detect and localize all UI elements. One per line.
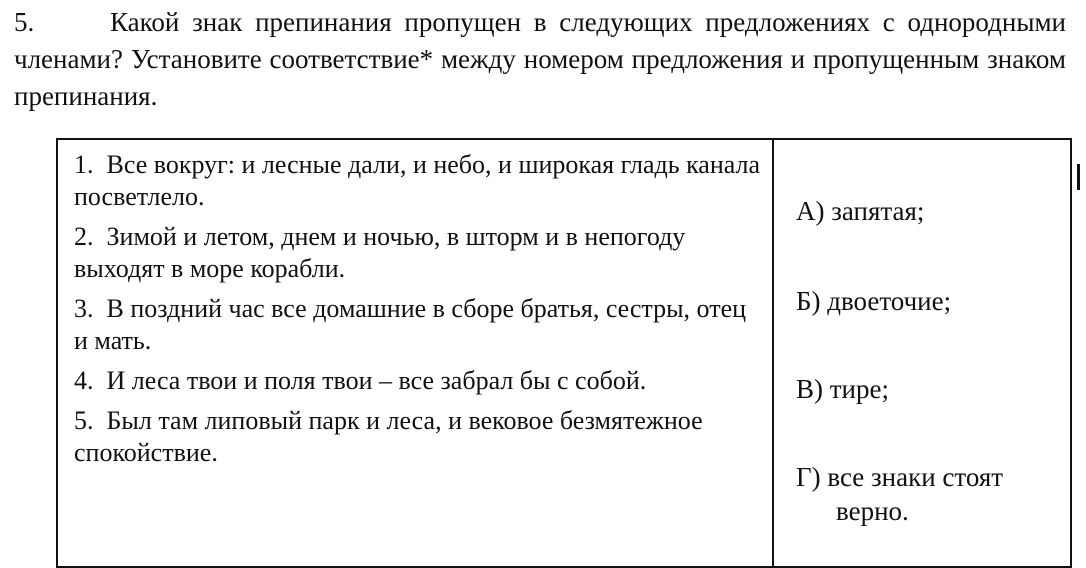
question-text [14, 4, 1066, 115]
sentence-item [74, 149, 762, 213]
option-a: А) запятая; [796, 196, 925, 226]
sentence-number: 5. [74, 406, 94, 435]
sentence-item [74, 365, 762, 397]
sentences-column [58, 140, 774, 566]
sentence-item [74, 293, 762, 357]
sentence-number: 3. [74, 294, 94, 323]
text-cursor [1077, 164, 1080, 190]
sentence-text: В поздний час все домашние в сборе братья, сестры, отец и мать. [74, 294, 747, 355]
option-g [796, 460, 1003, 528]
sentence-text: Все вокруг: и лесные дали, и небо, и широкая гладь канала посветлело. [74, 150, 761, 211]
question-number: 5. [14, 7, 35, 37]
sentence-text: Зимой и летом, днем и ночью, в шторм и в непогоду выходят в море корабли. [74, 222, 686, 283]
matching-table [56, 138, 1072, 568]
sentence-text: И леса твои и поля твои – все забрал бы с собой. [106, 366, 647, 395]
options-column [774, 140, 1070, 566]
option-v: В) тире; [796, 374, 889, 404]
sentence-item [74, 405, 762, 469]
option-g-line2: верно. [836, 496, 909, 526]
option-b: Б) двоеточие; [796, 286, 952, 316]
sentence-text: Был там липовый парк и леса, и вековое безмятежное спокойствие. [74, 406, 703, 467]
sentence-number: 2. [74, 222, 94, 251]
sentence-number: 4. [74, 366, 94, 395]
sentence-item [74, 221, 762, 285]
sentence-number: 1. [74, 150, 94, 179]
question-body: Какой знак препинания пропущен в следующих предложениях с однородными членами? Установите соответствие* между номером предложения и пропущенным знаком препинания. [14, 7, 1066, 111]
option-g-line1: Г) все знаки стоят [796, 462, 1004, 492]
